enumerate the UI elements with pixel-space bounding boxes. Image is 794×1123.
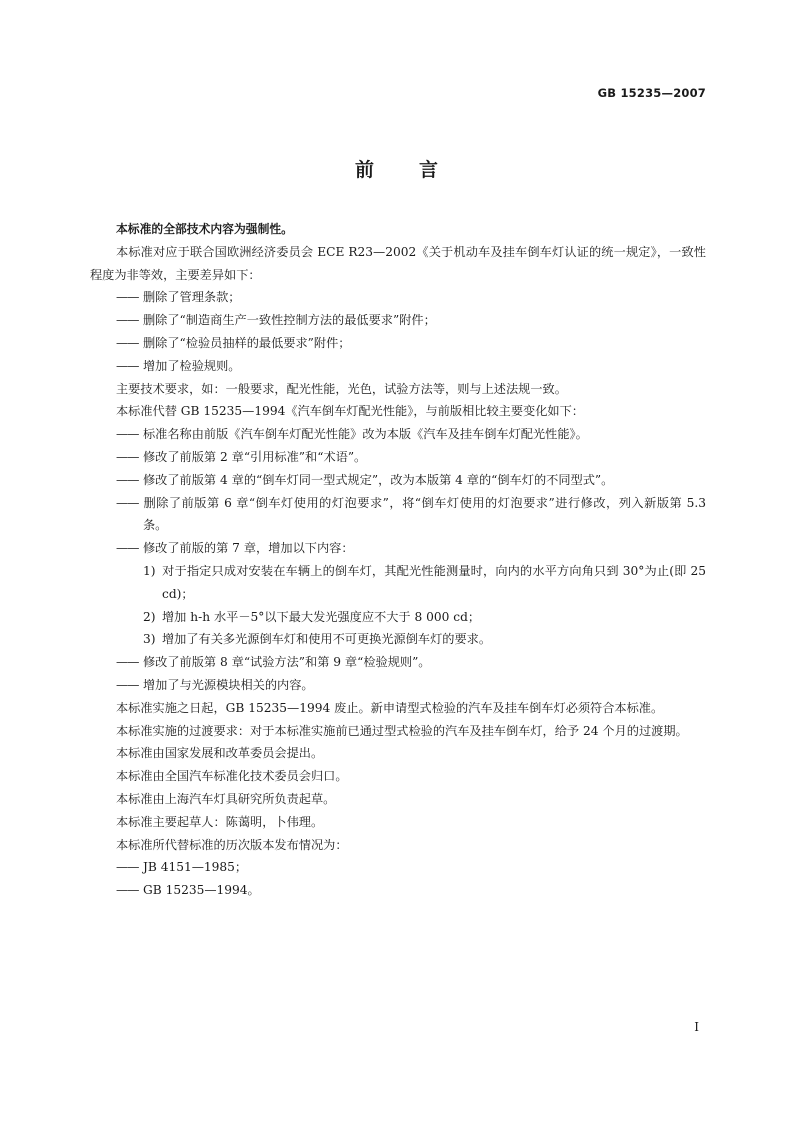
- dash-item: [90, 446, 706, 469]
- dash-item-text: 增加了与光源模块相关的内容。: [143, 677, 314, 692]
- dash-item: [90, 355, 706, 378]
- dash-mark: ——: [116, 883, 139, 898]
- sub-item: [90, 606, 706, 629]
- dash-mark: ——: [116, 313, 139, 328]
- sub-item-text: 增加 h-h 水平－5°以下最大发光强度应不大于 8 000 cd；: [162, 609, 481, 624]
- page-number: I: [694, 1020, 699, 1034]
- dash-mark: ——: [116, 677, 139, 692]
- paragraph-main-requirements: 主要技术要求，如：一般要求，配光性能，光色，试验方法等，则与上述法规一致。: [116, 381, 567, 396]
- paragraph-centralized: 本标准由全国汽车标准化技术委员会归口。: [116, 769, 348, 784]
- sub-item-text: 增加了有关多光源倒车灯和使用不可更换光源倒车灯的要求。: [162, 632, 492, 647]
- dash-item-text: GB 15235—1994。: [143, 883, 260, 898]
- dash-item: [90, 286, 706, 309]
- dash-item: [90, 651, 706, 674]
- dash-mark: ——: [116, 335, 139, 350]
- page-title: [0, 155, 794, 182]
- dash-item: [90, 423, 706, 446]
- paragraph-replacement: 本标准代替 GB 15235—1994《汽车倒车灯配光性能》，与前版相比较主要变化如下：: [116, 404, 584, 419]
- dash-item-text: 修改了前版第 8 章“试验方法”和第 9 章“检验规则”。: [143, 655, 431, 670]
- dash-item-text: 修改了前版第 4 章的“倒车灯同一型式规定”，改为本版第 4 章的“倒车灯的不同型式”。: [143, 472, 614, 487]
- dash-item-text: 删除了管理条款；: [143, 290, 241, 305]
- foreword-body: [90, 218, 706, 902]
- dash-item: [90, 492, 706, 538]
- dash-item: [90, 332, 706, 355]
- paragraph-drafters: 本标准主要起草人：陈蔼明，卜伟理。: [116, 814, 324, 829]
- paragraph-drafting-org: 本标准由上海汽车灯具研究所负责起草。: [116, 791, 336, 806]
- dash-item-text: 删除了前版第 6 章“倒车灯使用的灯泡要求”，将“倒车灯使用的灯泡要求”进行修改，列入新版第 5.3 条。: [143, 495, 706, 533]
- dash-item: [90, 469, 706, 492]
- dash-item: [90, 856, 706, 879]
- dash-mark: ——: [116, 290, 139, 305]
- dash-item: [90, 537, 706, 560]
- mandatory-statement: 本标准的全部技术内容为强制性。: [116, 222, 293, 236]
- dash-item: [90, 674, 706, 697]
- dash-item-text: 标准名称由前版《汽车倒车灯配光性能》改为本版《汽车及挂车倒车灯配光性能》。: [143, 427, 588, 442]
- sub-item-number: 3): [143, 632, 156, 647]
- dash-item-text: 删除了“检验员抽样的最低要求”附件；: [143, 335, 351, 350]
- dash-mark: ——: [116, 449, 139, 464]
- sub-item: [90, 628, 706, 651]
- dash-mark: ——: [116, 655, 139, 670]
- title-char-1: 前: [354, 159, 375, 181]
- dash-item: [90, 879, 706, 902]
- dash-mark: ——: [116, 472, 139, 487]
- dash-item: [90, 309, 706, 332]
- dash-item-text: 删除了“制造商生产一致性控制方法的最低要求”附件；: [143, 313, 436, 328]
- dash-mark: ——: [116, 358, 139, 373]
- dash-mark: ——: [116, 860, 139, 875]
- dash-mark: ——: [116, 541, 139, 556]
- sub-item-number: 1): [143, 563, 156, 578]
- sub-item: [90, 560, 706, 606]
- sub-item-number: 2): [143, 609, 156, 624]
- paragraph-history: 本标准所代替标准的历次版本发布情况为：: [116, 837, 348, 852]
- paragraph-correspondence: 本标准对应于联合国欧洲经济委员会 ECE R23—2002《关于机动车及挂车倒车灯认证的统一规定》，一致性程度为非等效，主要差异如下：: [90, 244, 706, 282]
- dash-item-text: 修改了前版第 2 章“引用标准”和“术语”。: [143, 449, 367, 464]
- dash-item-text: 修改了前版的第 7 章，增加以下内容：: [143, 541, 354, 556]
- paragraph-abolition: 本标准实施之日起，GB 15235—1994 废止。新申请型式检验的汽车及挂车倒车灯必须符合本标准。: [116, 700, 664, 715]
- sub-item-text: 对于指定只成对安装在车辆上的倒车灯，其配光性能测量时，向内的水平方向角只到 30°为止(即 25 cd)；: [162, 563, 706, 601]
- paragraph-proposer: 本标准由国家发展和改革委员会提出。: [116, 746, 324, 761]
- dash-item-text: JB 4151—1985；: [143, 860, 248, 875]
- paragraph-transition: 本标准实施的过渡要求：对于本标准实施前已通过型式检验的汽车及挂车倒车灯，给予 24 个月的过渡期。: [116, 723, 688, 738]
- title-char-2: 言: [419, 159, 440, 181]
- dash-mark: ——: [116, 427, 139, 442]
- dash-mark: ——: [116, 495, 139, 510]
- document-code: GB 15235—2007: [597, 86, 706, 100]
- dash-item-text: 增加了检验规则。: [143, 358, 241, 373]
